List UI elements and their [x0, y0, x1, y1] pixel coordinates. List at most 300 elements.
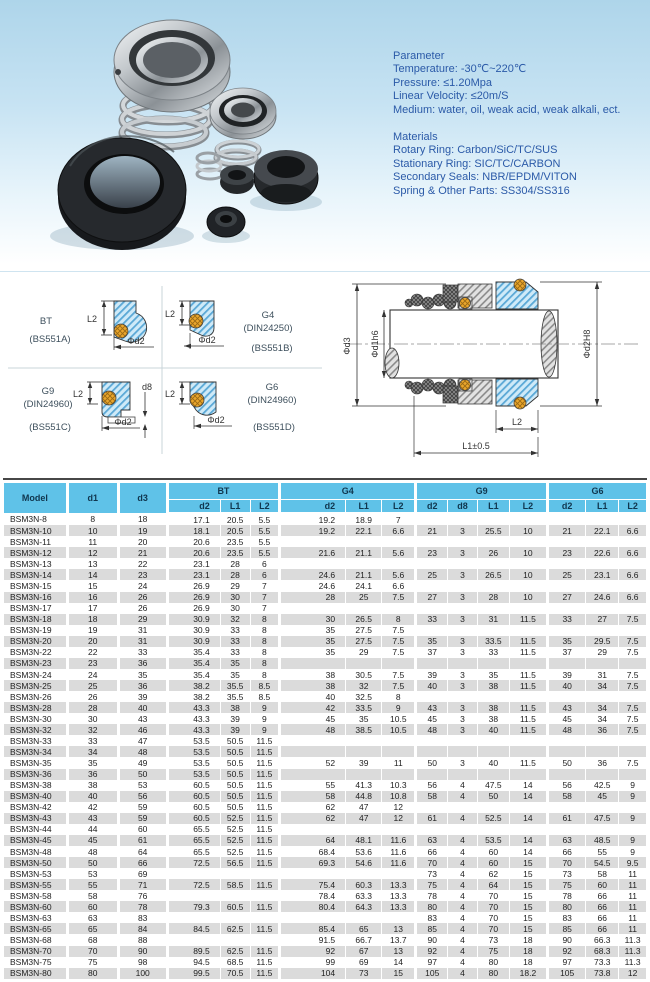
- value-cell: 70: [548, 857, 586, 868]
- value-cell: 31: [118, 636, 167, 647]
- value-cell: [382, 558, 416, 569]
- value-cell: 11.5: [250, 901, 280, 912]
- value-cell: 13.3: [382, 890, 416, 901]
- value-cell: [382, 824, 416, 835]
- value-cell: 50: [416, 757, 448, 768]
- value-cell: 11: [619, 923, 647, 934]
- value-cell: 53.5: [167, 757, 220, 768]
- value-cell: 75: [416, 879, 448, 890]
- value-cell: 83: [118, 912, 167, 923]
- value-cell: 11.5: [509, 636, 547, 647]
- value-cell: [586, 513, 619, 525]
- model-cell: BSM3N-35: [4, 757, 68, 768]
- value-cell: 12: [382, 813, 416, 824]
- value-cell: 15: [509, 923, 547, 934]
- value-cell: 50: [548, 757, 586, 768]
- value-cell: 65: [346, 923, 382, 934]
- value-cell: 75: [548, 879, 586, 890]
- value-cell: [416, 802, 448, 813]
- value-cell: 9: [250, 713, 280, 724]
- value-cell: 48: [416, 724, 448, 735]
- value-cell: 105: [416, 968, 448, 979]
- value-cell: 5.6: [382, 547, 416, 558]
- value-cell: [477, 802, 509, 813]
- value-cell: 71: [118, 879, 167, 890]
- value-cell: 22: [67, 647, 118, 658]
- value-cell: 12: [382, 802, 416, 813]
- value-cell: 11.5: [509, 669, 547, 680]
- value-cell: [346, 735, 382, 746]
- value-cell: 29: [220, 580, 250, 591]
- value-cell: 80: [477, 968, 509, 979]
- value-cell: 39: [220, 713, 250, 724]
- value-cell: [346, 746, 382, 757]
- value-cell: 22.6: [586, 547, 619, 558]
- rubber-seat: [254, 150, 318, 204]
- value-cell: [416, 513, 448, 525]
- value-cell: 11: [67, 536, 118, 547]
- value-cell: 43.3: [167, 724, 220, 735]
- table-row: [4, 879, 647, 890]
- value-cell: 10: [509, 525, 547, 536]
- value-cell: [586, 558, 619, 569]
- value-cell: 35: [220, 669, 250, 680]
- value-cell: 66.3: [586, 934, 619, 945]
- value-cell: 38: [477, 713, 509, 724]
- value-cell: 21.1: [346, 569, 382, 580]
- value-cell: [619, 658, 647, 669]
- value-cell: [509, 513, 547, 525]
- value-cell: 11.5: [509, 724, 547, 735]
- value-cell: [280, 735, 346, 746]
- value-cell: 15: [382, 968, 416, 979]
- carbon-ring: [58, 136, 186, 250]
- value-cell: 47: [346, 802, 382, 813]
- table-row: [4, 513, 647, 525]
- table-row: [4, 592, 647, 603]
- value-cell: 11.5: [250, 879, 280, 890]
- value-cell: 88: [118, 934, 167, 945]
- value-cell: 11.5: [250, 857, 280, 868]
- value-cell: 8: [67, 513, 118, 525]
- table-row: [4, 802, 647, 813]
- value-cell: 11.5: [509, 757, 547, 768]
- value-cell: 8: [382, 614, 416, 625]
- value-cell: 9: [250, 724, 280, 735]
- value-cell: 26: [67, 691, 118, 702]
- spec-text: [393, 50, 645, 212]
- sub-header: d8: [448, 500, 478, 514]
- value-cell: 78.4: [280, 890, 346, 901]
- sub-header: d2: [548, 500, 586, 514]
- value-cell: 11.5: [250, 791, 280, 802]
- model-cell: BSM3N-25: [4, 680, 68, 691]
- value-cell: 9: [382, 702, 416, 713]
- value-cell: 23: [416, 547, 448, 558]
- value-cell: 27.5: [346, 636, 382, 647]
- value-cell: [619, 513, 647, 525]
- value-cell: 53.5: [477, 835, 509, 846]
- value-cell: 36: [118, 658, 167, 669]
- value-cell: 47.5: [586, 813, 619, 824]
- value-cell: 32.5: [346, 691, 382, 702]
- value-cell: 21: [548, 525, 586, 536]
- model-cell: BSM3N-65: [4, 923, 68, 934]
- value-cell: 7.5: [619, 647, 647, 658]
- value-cell: 33.5: [346, 702, 382, 713]
- value-cell: 18: [118, 513, 167, 525]
- value-cell: 9: [619, 846, 647, 857]
- value-cell: 21.6: [280, 547, 346, 558]
- model-cell: BSM3N-15: [4, 580, 68, 591]
- value-cell: 19.2: [280, 513, 346, 525]
- value-cell: 72.5: [167, 879, 220, 890]
- value-cell: 7: [250, 592, 280, 603]
- model-cell: BSM3N-11: [4, 536, 68, 547]
- sub-header: d2: [167, 500, 220, 514]
- sub-header: d2: [280, 500, 346, 514]
- value-cell: 91.5: [280, 934, 346, 945]
- table-row: [4, 946, 647, 957]
- value-cell: 38: [280, 680, 346, 691]
- value-cell: 58.5: [220, 879, 250, 890]
- value-cell: 5.5: [250, 525, 280, 536]
- value-cell: [220, 868, 250, 879]
- value-cell: 11.5: [250, 802, 280, 813]
- value-cell: 45: [586, 791, 619, 802]
- table-row: [4, 780, 647, 791]
- value-cell: 3: [448, 525, 478, 536]
- value-cell: 60.5: [167, 813, 220, 824]
- value-cell: 11.5: [250, 846, 280, 857]
- model-cell: BSM3N-36: [4, 769, 68, 780]
- value-cell: 52.5: [220, 846, 250, 857]
- model-cell: BSM3N-8: [4, 513, 68, 525]
- value-cell: [448, 802, 478, 813]
- value-cell: [586, 746, 619, 757]
- value-cell: 14: [67, 569, 118, 580]
- model-cell: BSM3N-75: [4, 957, 68, 968]
- value-cell: 7.5: [619, 713, 647, 724]
- value-cell: 60.5: [167, 791, 220, 802]
- value-cell: 24.6: [280, 569, 346, 580]
- value-cell: 68.3: [586, 946, 619, 957]
- value-cell: 15: [509, 912, 547, 923]
- parameter-block: [393, 50, 645, 117]
- value-cell: 7.5: [382, 680, 416, 691]
- value-cell: 92: [548, 946, 586, 957]
- g6-std1: (DIN24960): [247, 395, 297, 406]
- value-cell: 4: [448, 934, 478, 945]
- value-cell: 48: [280, 724, 346, 735]
- value-cell: 64: [477, 879, 509, 890]
- value-cell: 33: [118, 647, 167, 658]
- technical-drawings: [0, 276, 650, 476]
- value-cell: 75.4: [280, 879, 346, 890]
- value-cell: 35: [346, 713, 382, 724]
- value-cell: 10.5: [382, 713, 416, 724]
- value-cell: 15: [509, 879, 547, 890]
- value-cell: 13.3: [382, 901, 416, 912]
- spec-table-body: [4, 513, 647, 979]
- value-cell: 84: [118, 923, 167, 934]
- value-cell: 20: [118, 536, 167, 547]
- value-cell: [250, 868, 280, 879]
- value-cell: 25: [548, 569, 586, 580]
- model-cell: BSM3N-14: [4, 569, 68, 580]
- value-cell: 13: [382, 923, 416, 934]
- value-cell: 21: [118, 547, 167, 558]
- value-cell: 58: [280, 791, 346, 802]
- value-cell: 3: [448, 724, 478, 735]
- value-cell: 6: [250, 558, 280, 569]
- section-divider: [0, 271, 650, 272]
- value-cell: 73.8: [586, 968, 619, 979]
- value-cell: [586, 625, 619, 636]
- value-cell: 53.5: [167, 735, 220, 746]
- parameter-line: Pressure: ≤1.20Mpa: [393, 76, 492, 89]
- g6-name: G6: [265, 382, 279, 393]
- value-cell: [619, 746, 647, 757]
- materials-line: Rotary Ring: Carbon/SiC/TC/SUS: [393, 144, 558, 157]
- value-cell: 7.5: [619, 614, 647, 625]
- value-cell: [619, 735, 647, 746]
- value-cell: 4: [448, 857, 478, 868]
- value-cell: 32: [67, 724, 118, 735]
- parameter-title: Parameter: [393, 50, 445, 62]
- value-cell: 42: [280, 702, 346, 713]
- table-row: [4, 691, 647, 702]
- g6-std2: (BS551D): [253, 422, 295, 433]
- value-cell: 38: [280, 669, 346, 680]
- value-cell: 3: [448, 614, 478, 625]
- value-cell: 62: [477, 868, 509, 879]
- value-cell: [220, 912, 250, 923]
- value-cell: 7.5: [382, 669, 416, 680]
- value-cell: 35: [416, 636, 448, 647]
- value-cell: 8: [250, 647, 280, 658]
- value-cell: 80.4: [280, 901, 346, 912]
- value-cell: 68.4: [280, 846, 346, 857]
- table-row: [4, 536, 647, 547]
- value-cell: 80: [548, 901, 586, 912]
- value-cell: 100: [118, 968, 167, 979]
- value-cell: 40: [67, 791, 118, 802]
- value-cell: 11: [619, 912, 647, 923]
- materials-line: Stationary Ring: SIC/TC/CARBON: [393, 157, 561, 170]
- value-cell: 56.5: [220, 857, 250, 868]
- g4-l2-label: L2: [164, 309, 176, 319]
- value-cell: 36: [586, 757, 619, 768]
- value-cell: 58: [548, 791, 586, 802]
- value-cell: 35.4: [167, 669, 220, 680]
- value-cell: 24: [67, 669, 118, 680]
- value-cell: 45: [416, 713, 448, 724]
- value-cell: 85: [548, 923, 586, 934]
- model-cell: BSM3N-33: [4, 735, 68, 746]
- sub-header: L2: [250, 500, 280, 514]
- value-cell: 14: [509, 835, 547, 846]
- value-cell: 11.5: [509, 647, 547, 658]
- value-cell: 67: [346, 946, 382, 957]
- sub-header: L2: [382, 500, 416, 514]
- table-row: [4, 857, 647, 868]
- value-cell: [280, 769, 346, 780]
- value-cell: 58: [67, 890, 118, 901]
- value-cell: 18: [509, 957, 547, 968]
- table-row: [4, 824, 647, 835]
- table-row: [4, 912, 647, 923]
- value-cell: 48.1: [346, 835, 382, 846]
- value-cell: 13: [67, 558, 118, 569]
- value-cell: [416, 625, 448, 636]
- value-cell: 80: [416, 901, 448, 912]
- value-cell: 23: [548, 547, 586, 558]
- value-cell: 4: [448, 968, 478, 979]
- model-cell: BSM3N-30: [4, 713, 68, 724]
- value-cell: 12: [67, 547, 118, 558]
- value-cell: 13: [382, 946, 416, 957]
- value-cell: 60.5: [167, 780, 220, 791]
- value-cell: 90: [416, 934, 448, 945]
- value-cell: 76: [118, 890, 167, 901]
- value-cell: 18: [509, 934, 547, 945]
- value-cell: 11.5: [250, 835, 280, 846]
- value-cell: 53.5: [167, 769, 220, 780]
- value-cell: 29: [118, 614, 167, 625]
- value-cell: 50.5: [220, 802, 250, 813]
- value-cell: 24: [118, 580, 167, 591]
- value-cell: 24.1: [346, 580, 382, 591]
- value-cell: [548, 625, 586, 636]
- value-cell: [477, 746, 509, 757]
- value-cell: [448, 735, 478, 746]
- small-seal-assembly: [210, 88, 276, 165]
- product-photo: [0, 0, 390, 264]
- value-cell: 25: [346, 592, 382, 603]
- value-cell: 26: [118, 603, 167, 614]
- value-cell: 80: [67, 968, 118, 979]
- value-cell: 60.3: [346, 879, 382, 890]
- materials-line: Spring & Other Parts: SS304/SS316: [393, 184, 570, 197]
- value-cell: 36: [586, 724, 619, 735]
- diagram-section: [0, 276, 650, 476]
- value-cell: 73: [548, 868, 586, 879]
- value-cell: 70: [416, 857, 448, 868]
- value-cell: [619, 691, 647, 702]
- value-cell: 31: [477, 614, 509, 625]
- value-cell: 29.5: [586, 636, 619, 647]
- value-cell: [416, 658, 448, 669]
- model-cell: BSM3N-42: [4, 802, 68, 813]
- col-header-model: Model: [4, 483, 68, 514]
- value-cell: 11: [619, 901, 647, 912]
- value-cell: 53.6: [346, 846, 382, 857]
- value-cell: 4: [448, 813, 478, 824]
- value-cell: 11.5: [250, 735, 280, 746]
- value-cell: 4: [448, 835, 478, 846]
- table-row: [4, 603, 647, 614]
- value-cell: [346, 769, 382, 780]
- value-cell: [382, 536, 416, 547]
- value-cell: 75: [477, 946, 509, 957]
- value-cell: 72.5: [167, 857, 220, 868]
- value-cell: 50.5: [220, 791, 250, 802]
- value-cell: [619, 625, 647, 636]
- value-cell: 60.5: [167, 802, 220, 813]
- value-cell: 61: [416, 813, 448, 824]
- sub-header: d2: [416, 500, 448, 514]
- value-cell: 90: [118, 946, 167, 957]
- value-cell: 14: [509, 813, 547, 824]
- value-cell: 73: [346, 968, 382, 979]
- value-cell: 14: [382, 957, 416, 968]
- value-cell: [509, 603, 547, 614]
- value-cell: 6.6: [382, 580, 416, 591]
- value-cell: 43: [67, 813, 118, 824]
- value-cell: 43: [548, 702, 586, 713]
- value-cell: 33: [220, 647, 250, 658]
- value-cell: 68.5: [220, 957, 250, 968]
- value-cell: [280, 658, 346, 669]
- value-cell: 66: [118, 857, 167, 868]
- table-row: [4, 636, 647, 647]
- value-cell: 11.5: [250, 813, 280, 824]
- value-cell: 69.3: [280, 857, 346, 868]
- table-row: [4, 923, 647, 934]
- value-cell: 39: [220, 724, 250, 735]
- value-cell: 45: [548, 713, 586, 724]
- value-cell: 14: [509, 846, 547, 857]
- value-cell: 89.5: [167, 946, 220, 957]
- value-cell: 3: [448, 680, 478, 691]
- value-cell: 53.5: [167, 746, 220, 757]
- g9-std2: (BS551C): [29, 422, 71, 433]
- value-cell: 3: [448, 569, 478, 580]
- value-cell: 35: [548, 636, 586, 647]
- value-cell: 92: [416, 946, 448, 957]
- value-cell: 56: [416, 780, 448, 791]
- value-cell: 3: [448, 669, 478, 680]
- value-cell: 42: [67, 802, 118, 813]
- value-cell: 11.3: [619, 957, 647, 968]
- value-cell: 7: [250, 603, 280, 614]
- value-cell: 24.6: [280, 580, 346, 591]
- value-cell: 23.1: [167, 569, 220, 580]
- value-cell: 56: [548, 780, 586, 791]
- value-cell: 42.5: [586, 780, 619, 791]
- value-cell: 7.5: [619, 669, 647, 680]
- value-cell: 66: [586, 912, 619, 923]
- model-cell: BSM3N-34: [4, 746, 68, 757]
- value-cell: 58: [416, 791, 448, 802]
- value-cell: 41.3: [346, 780, 382, 791]
- value-cell: 80: [477, 957, 509, 968]
- value-cell: 60: [477, 846, 509, 857]
- model-cell: BSM3N-55: [4, 879, 68, 890]
- model-cell: BSM3N-53: [4, 868, 68, 879]
- value-cell: 8: [250, 625, 280, 636]
- model-cell: BSM3N-19: [4, 625, 68, 636]
- value-cell: 22: [118, 558, 167, 569]
- dim-d3: Φd3: [342, 337, 352, 355]
- value-cell: 4: [448, 923, 478, 934]
- value-cell: 99: [280, 957, 346, 968]
- value-cell: 35: [67, 757, 118, 768]
- value-cell: 33: [477, 647, 509, 658]
- value-cell: 25.5: [477, 525, 509, 536]
- model-cell: BSM3N-80: [4, 968, 68, 979]
